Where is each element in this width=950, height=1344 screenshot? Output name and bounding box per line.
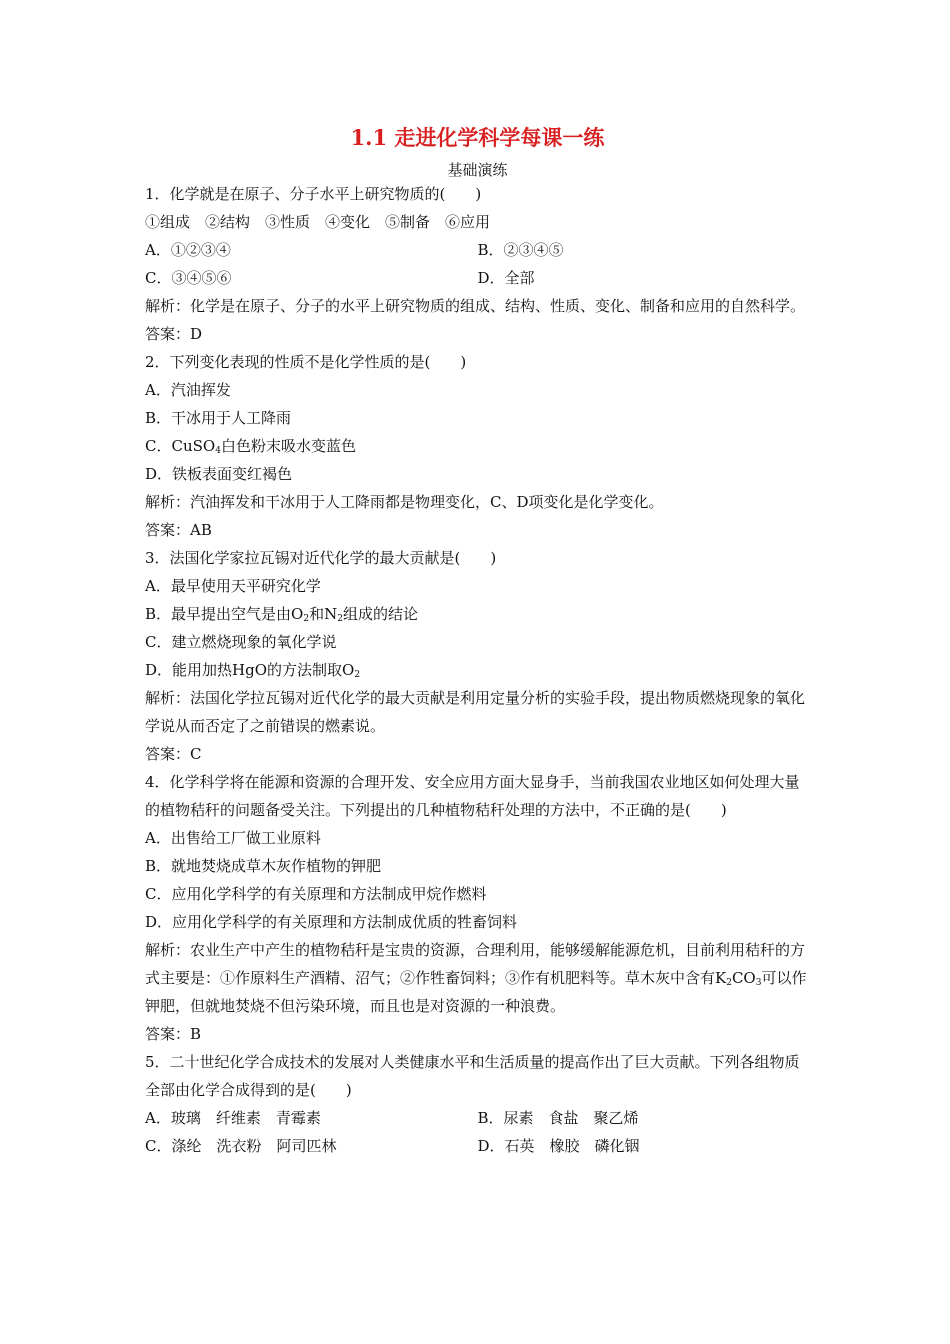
question-4-option-a: A．出售给工厂做工业原料 xyxy=(145,829,321,847)
question-1-option-c: C．③④⑤⑥ xyxy=(145,269,232,287)
question-1-analysis: 解析：化学是在原子、分子的水平上研究物质的组成、结构、性质、变化、制备和应用的自然科学。 xyxy=(145,297,806,315)
question-3-analysis: 解析：法国化学拉瓦锡对近代化学的最大贡献是利用定量分析的实验手段，提出物质燃烧现象的氧化学说从而否定了之前错误的燃素说。 xyxy=(145,689,806,735)
analysis-text: CO xyxy=(731,969,756,987)
question-4-answer: 答案：B xyxy=(145,1025,202,1043)
subscript: 3 xyxy=(755,978,762,988)
question-2-option-b: B．干冰用于人工降雨 xyxy=(145,409,292,427)
question-5-option-c: C．涤纶 洗衣粉 阿司匹林 xyxy=(145,1137,337,1155)
question-1-option-d: D．全部 xyxy=(477,269,535,287)
question-2-option-a: A．汽油挥发 xyxy=(145,381,231,399)
question-3-option-a: A．最早使用天平研究化学 xyxy=(145,577,321,595)
question-1-answer: 答案：D xyxy=(145,325,203,343)
question-4-option-b: B．就地焚烧成草木灰作植物的钾肥 xyxy=(145,857,382,875)
question-5-option-a: A．玻璃 纤维素 青霉素 xyxy=(145,1109,321,1127)
option-text: 白色粉末吸水变蓝色 xyxy=(220,437,356,455)
question-2-analysis: 解析：汽油挥发和干冰用于人工降雨都是物理变化，C、D项变化是化学变化。 xyxy=(145,493,664,511)
question-4-analysis xyxy=(145,936,810,1020)
section-heading: 基础演练 xyxy=(447,161,508,179)
question-2-option-c xyxy=(145,432,810,460)
question-4-option-d: D．应用化学科学的有关原理和方法制成优质的牲畜饲料 xyxy=(145,913,518,931)
question-2-option-d: D．铁板表面变红褐色 xyxy=(145,465,293,483)
question-1-items: ①组成 ②结构 ③性质 ④变化 ⑤制备 ⑥应用 xyxy=(145,213,491,231)
question-5-options-row-2 xyxy=(145,1132,810,1160)
question-5-options-row-1 xyxy=(145,1104,810,1132)
question-5-option-b: B．尿素 食盐 聚乙烯 xyxy=(477,1109,639,1127)
analysis-text: 可以作钾肥，但就地焚烧不但污染环境，而且也是对资源的一种浪费。 xyxy=(145,969,807,1015)
subscript: 4 xyxy=(215,446,221,456)
option-text: D．能用加热HgO的方法制取O xyxy=(145,661,355,679)
question-1-stem: 1．化学就是在原子、分子水平上研究物质的( ) xyxy=(145,185,482,203)
option-text: B．最早提出空气是由O xyxy=(145,605,304,623)
option-text: 组成的结论 xyxy=(342,605,418,623)
question-2-stem: 2．下列变化表现的性质不是化学性质的是( ) xyxy=(145,353,467,371)
question-1-options-row-2 xyxy=(145,264,810,292)
option-text: 和N xyxy=(309,605,338,623)
question-3-stem: 3．法国化学家拉瓦锡对近代化学的最大贡献是( ) xyxy=(145,549,497,567)
question-5-stem: 5．二十世纪化学合成技术的发展对人类健康水平和生活质量的提高作出了巨大贡献。下列各组物质全部由化学合成得到的是( ) xyxy=(145,1053,800,1099)
question-3-option-b xyxy=(145,600,810,628)
question-4-option-c: C．应用化学科学的有关原理和方法制成甲烷作燃料 xyxy=(145,885,487,903)
subscript: 2 xyxy=(726,978,732,988)
subscript: 2 xyxy=(303,614,310,624)
question-3-option-c: C．建立燃烧现象的氧化学说 xyxy=(145,633,337,651)
question-4-stem: 4．化学科学将在能源和资源的合理开发、安全应用方面大显身手，当前我国农业地区如何处理大量的植物秸秆的问题备受关注。下列提出的几种植物秸秆处理的方法中，不正确的是( ) xyxy=(145,773,800,819)
subscript: 2 xyxy=(354,670,361,680)
question-3-answer: 答案：C xyxy=(145,745,202,763)
question-5-option-d: D．石英 橡胶 磷化铟 xyxy=(477,1137,640,1155)
question-1-options-row-1 xyxy=(145,236,810,264)
question-3-option-d xyxy=(145,656,810,684)
worksheet-page xyxy=(145,118,810,1160)
question-1-option-b: B．②③④⑤ xyxy=(477,241,564,259)
option-text: C．CuSO xyxy=(145,437,216,455)
subscript: 2 xyxy=(337,614,343,624)
question-1-option-a: A．①②③④ xyxy=(145,241,231,259)
analysis-text: 解析：农业生产中产生的植物秸秆是宝贵的资源，合理利用，能够缓解能源危机，目前利用秸秆的方式主要是：①作原料生产酒精、沼气；②作牲畜饲料；③作有机肥料等。草木灰中含有K xyxy=(145,941,806,987)
question-2-answer: 答案：AB xyxy=(145,521,212,539)
page-title: 1.1 走进化学科学每课一练 xyxy=(350,125,605,150)
